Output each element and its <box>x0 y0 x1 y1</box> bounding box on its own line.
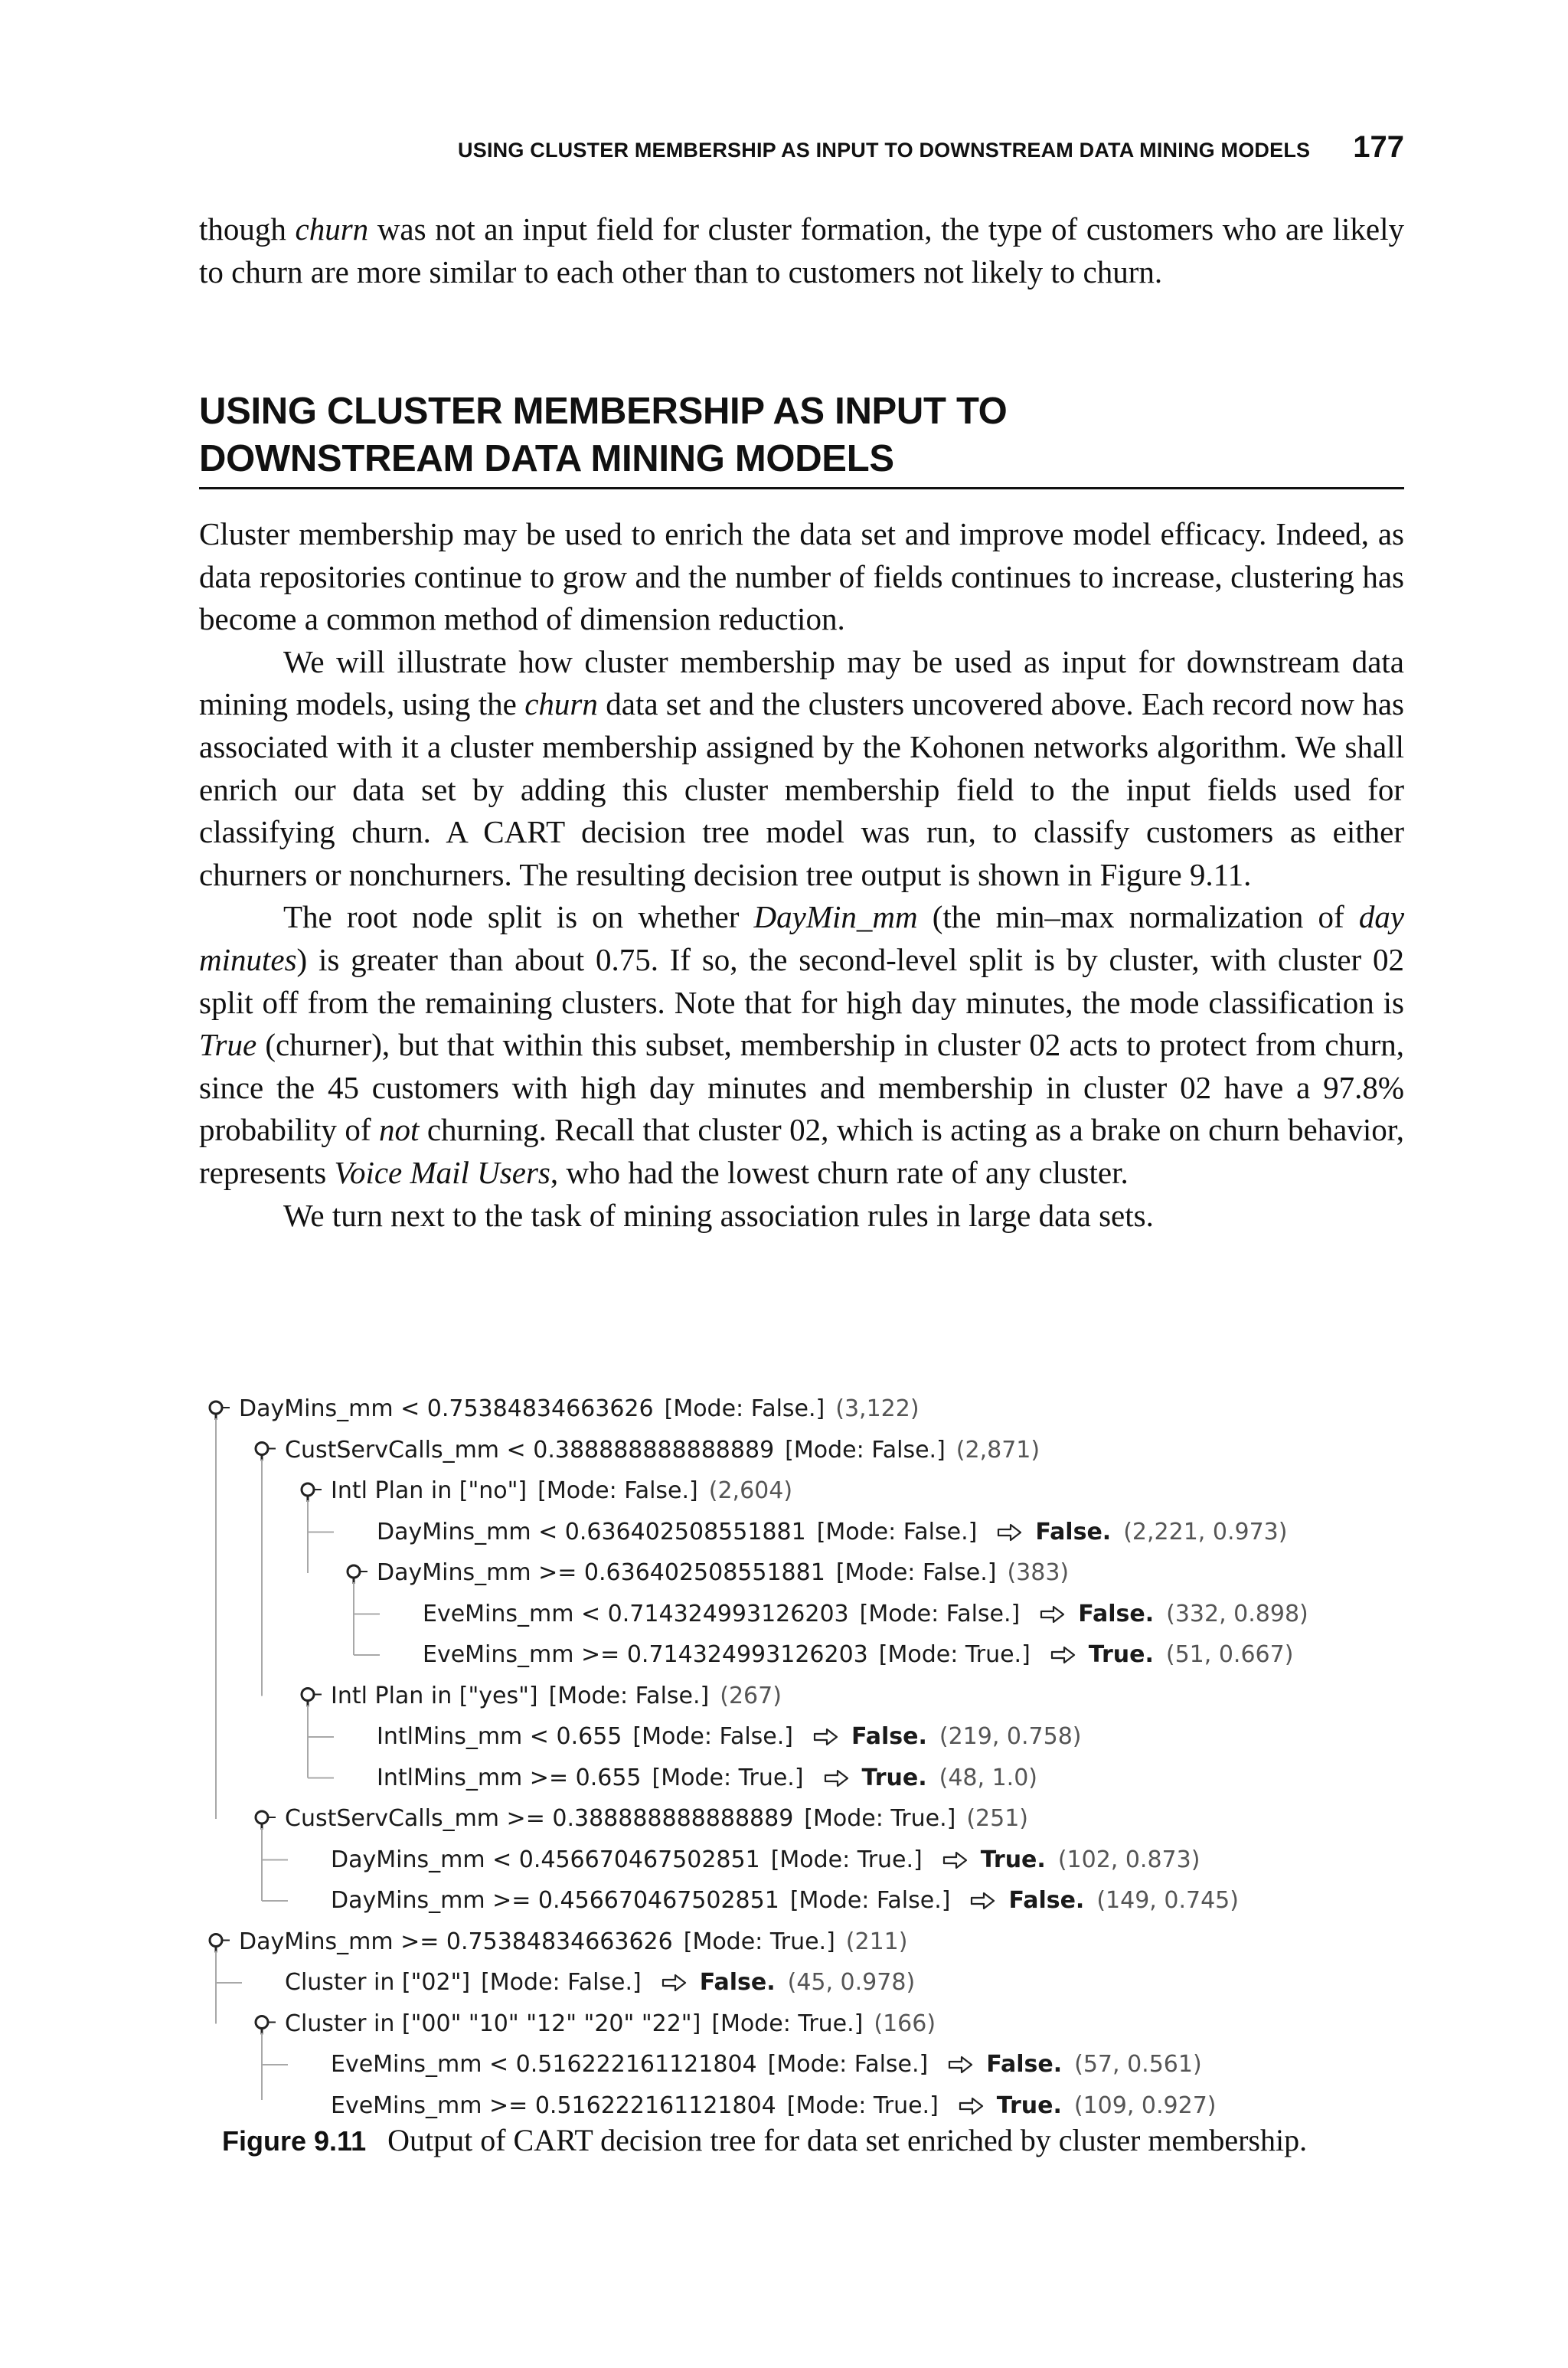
node-condition: EveMins_mm >= 0.516222161121804 <box>331 2092 776 2119</box>
node-expander-icon[interactable] <box>256 2016 276 2035</box>
node-prediction: True. <box>996 2092 1062 2119</box>
tree-split-node[interactable] <box>331 1683 782 1710</box>
node-condition: Intl Plan in ["no"] <box>331 1477 528 1504</box>
node-stats: (383) <box>1007 1559 1070 1586</box>
node-condition: DayMins_mm >= 0.75384834663626 <box>239 1928 673 1955</box>
section-heading-line-2: DOWNSTREAM DATA MINING MODELS <box>199 438 894 479</box>
tree-split-node[interactable] <box>331 1477 792 1505</box>
node-prediction: False. <box>986 2051 1063 2078</box>
node-mode: [Mode: True.] <box>652 1764 804 1791</box>
intro-paragraph: though churn was not an input field for cluster formation, the type of customers who are likely to churn are more similar to each other than to customers not likely to churn. <box>199 211 1404 289</box>
prediction-arrow-icon <box>662 1973 688 1993</box>
node-stats: (251) <box>966 1805 1029 1832</box>
node-mode: [Mode: False.] <box>789 1887 951 1914</box>
node-stats: (51, 0.667) <box>1165 1641 1294 1668</box>
prediction-arrow-icon <box>824 1768 850 1788</box>
node-prediction: True. <box>861 1764 927 1791</box>
node-mode: [Mode: False.] <box>664 1395 825 1422</box>
node-mode: [Mode: False.] <box>785 1436 946 1464</box>
node-condition: CustServCalls_mm >= 0.388888888888889 <box>285 1805 794 1832</box>
section-heading-line-1: USING CLUSTER MEMBERSHIP AS INPUT TO <box>199 391 1008 432</box>
node-prediction: False. <box>699 1969 776 1996</box>
node-expander-icon[interactable] <box>210 1935 230 1953</box>
node-mode: [Mode: True.] <box>770 1846 923 1873</box>
node-mode: [Mode: False.] <box>816 1518 978 1545</box>
node-mode: [Mode: False.] <box>548 1682 710 1709</box>
prediction-arrow-icon <box>959 2096 985 2116</box>
prediction-arrow-icon <box>997 1523 1023 1542</box>
node-stats: (57, 0.561) <box>1074 2051 1202 2078</box>
node-condition: EveMins_mm >= 0.714324993126203 <box>423 1641 868 1668</box>
node-expander-icon[interactable] <box>256 1811 276 1830</box>
figure-caption <box>222 2121 1307 2160</box>
tree-leaf-node[interactable] <box>331 2051 1202 2079</box>
tree-leaf-node[interactable] <box>377 1765 1037 1792</box>
node-condition: IntlMins_mm >= 0.655 <box>377 1764 642 1791</box>
figure-label: Figure 9.11 <box>222 2125 367 2157</box>
prediction-arrow-icon <box>942 1850 969 1870</box>
node-mode: [Mode: True.] <box>804 1805 956 1832</box>
node-mode: [Mode: False.] <box>537 1477 698 1504</box>
node-condition: DayMins_mm < 0.75384834663626 <box>239 1395 654 1422</box>
node-stats: (2,604) <box>708 1477 793 1504</box>
tree-leaf-node[interactable] <box>285 1969 915 1997</box>
node-stats: (45, 0.978) <box>787 1969 916 1996</box>
tree-split-node[interactable] <box>239 1395 920 1423</box>
decision-tree-figure <box>198 1388 1423 2119</box>
node-stats: (109, 0.927) <box>1073 2092 1217 2119</box>
node-mode: [Mode: False.] <box>835 1559 997 1586</box>
node-expander-icon[interactable] <box>256 1443 276 1461</box>
tree-leaf-node[interactable] <box>331 1846 1200 1874</box>
node-stats: (267) <box>720 1682 782 1709</box>
node-stats: (48, 1.0) <box>939 1764 1037 1791</box>
page-number: 177 <box>1353 130 1404 164</box>
section-heading <box>199 388 1404 482</box>
node-mode: [Mode: False.] <box>767 2051 929 2078</box>
node-mode: [Mode: True.] <box>711 2010 864 2037</box>
figure-caption-text: Output of CART decision tree for data set enriched by cluster membership. <box>387 2123 1308 2157</box>
tree-split-node[interactable] <box>285 1805 1028 1833</box>
paragraph-3: The root node split is on whether DayMin_mm (the min–max normalization of day minutes) is greater than about 0.75. If so, the second-level split is by cluster, with cluster 02 split off from the remaining clusters. Note that for high day minutes, the mode classification is True (churner), but that within this subset, membership in cluster 02 acts to protect from churn, since the 45 customers with high day minutes and membership in cluster 02 have a 97.8% probability of not churning. Recall that cluster 02, which is acting as a brake on churn behavior, represents Voice Mail Users, who had the lowest churn rate of any cluster. <box>199 899 1405 1190</box>
node-mode: [Mode: False.] <box>632 1723 794 1750</box>
prediction-arrow-icon <box>1040 1604 1066 1624</box>
node-stats: (2,221, 0.973) <box>1123 1518 1288 1545</box>
node-prediction: False. <box>1078 1600 1155 1627</box>
tree-leaf-node[interactable] <box>377 1723 1082 1751</box>
node-mode: [Mode: True.] <box>878 1641 1031 1668</box>
prediction-arrow-icon <box>970 1891 996 1911</box>
node-expander-icon[interactable] <box>302 1483 322 1502</box>
churn-term: churn <box>295 211 369 247</box>
node-condition: Intl Plan in ["yes"] <box>331 1682 538 1709</box>
node-stats: (149, 0.745) <box>1096 1887 1239 1914</box>
node-mode: [Mode: False.] <box>481 1969 642 1996</box>
node-stats: (219, 0.758) <box>939 1723 1082 1750</box>
node-prediction: True. <box>1088 1641 1154 1668</box>
node-stats: (166) <box>874 2010 936 2037</box>
prediction-arrow-icon <box>813 1727 839 1747</box>
node-prediction: True. <box>980 1846 1046 1873</box>
running-title: USING CLUSTER MEMBERSHIP AS INPUT TO DOWNSTREAM DATA MINING MODELS <box>458 139 1311 162</box>
node-expander-icon[interactable] <box>210 1402 230 1420</box>
node-condition: DayMins_mm >= 0.636402508551881 <box>377 1559 825 1586</box>
node-mode: [Mode: True.] <box>786 2092 939 2119</box>
node-condition: DayMins_mm < 0.456670467502851 <box>331 1846 760 1873</box>
section-rule <box>199 487 1404 489</box>
node-stats: (211) <box>845 1928 908 1955</box>
prediction-arrow-icon <box>1050 1645 1076 1665</box>
running-head <box>199 130 1404 165</box>
tree-leaf-node[interactable] <box>423 1601 1308 1628</box>
node-condition: EveMins_mm < 0.516222161121804 <box>331 2051 757 2078</box>
tree-split-node[interactable] <box>285 2010 936 2038</box>
node-condition: EveMins_mm < 0.714324993126203 <box>423 1600 849 1627</box>
node-condition: IntlMins_mm < 0.655 <box>377 1723 622 1750</box>
node-stats: (2,871) <box>956 1436 1040 1464</box>
node-condition: DayMins_mm >= 0.456670467502851 <box>331 1887 779 1914</box>
node-mode: [Mode: True.] <box>683 1928 835 1955</box>
tree-split-node[interactable] <box>285 1437 1040 1464</box>
tree-leaf-node[interactable] <box>331 1887 1239 1915</box>
tree-split-node[interactable] <box>239 1928 907 1956</box>
node-prediction: False. <box>1035 1518 1112 1545</box>
node-stats: (332, 0.898) <box>1166 1600 1308 1627</box>
node-stats: (3,122) <box>835 1395 920 1422</box>
node-condition: DayMins_mm < 0.636402508551881 <box>377 1518 806 1545</box>
node-expander-icon[interactable] <box>348 1565 368 1584</box>
tree-leaf-node[interactable] <box>377 1519 1287 1546</box>
node-condition: Cluster in ["00" "10" "12" "20" "22"] <box>285 2010 701 2037</box>
tree-leaf-node[interactable] <box>423 1641 1293 1669</box>
node-prediction: False. <box>851 1723 927 1750</box>
node-stats: (102, 0.873) <box>1057 1846 1200 1873</box>
prediction-arrow-icon <box>948 2055 974 2075</box>
node-prediction: False. <box>1008 1887 1085 1914</box>
tree-leaf-node[interactable] <box>331 2092 1217 2120</box>
main-text <box>199 513 1404 1237</box>
node-mode: [Mode: False.] <box>859 1600 1021 1627</box>
tree-split-node[interactable] <box>377 1559 1069 1587</box>
paragraph-4: We turn next to the task of mining association rules in large data sets. <box>283 1197 1154 1233</box>
node-condition: CustServCalls_mm < 0.388888888888889 <box>285 1436 775 1464</box>
paragraph-2: We will illustrate how cluster membership may be used as input for downstream data mining models, using the churn data set and the clusters uncovered above. Each record now has associated with it a cluster membership assigned by the Kohonen networks algorithm. We shall enrich our data set by adding this cluster membership field to the input fields used for classifying churn. A CART decision tree model was run, to classify customers as either churners or nonchurners. The resulting decision tree output is shown in Figure 9.11. <box>199 643 1404 892</box>
node-condition: Cluster in ["02"] <box>285 1969 471 1996</box>
node-expander-icon[interactable] <box>302 1689 322 1707</box>
paragraph-1: Cluster membership may be used to enrich the data set and improve model efficacy. Indeed, as data repositories continue to grow and the number of fields continues to increase, clustering has become a common method of dimension reduction. <box>199 516 1404 637</box>
